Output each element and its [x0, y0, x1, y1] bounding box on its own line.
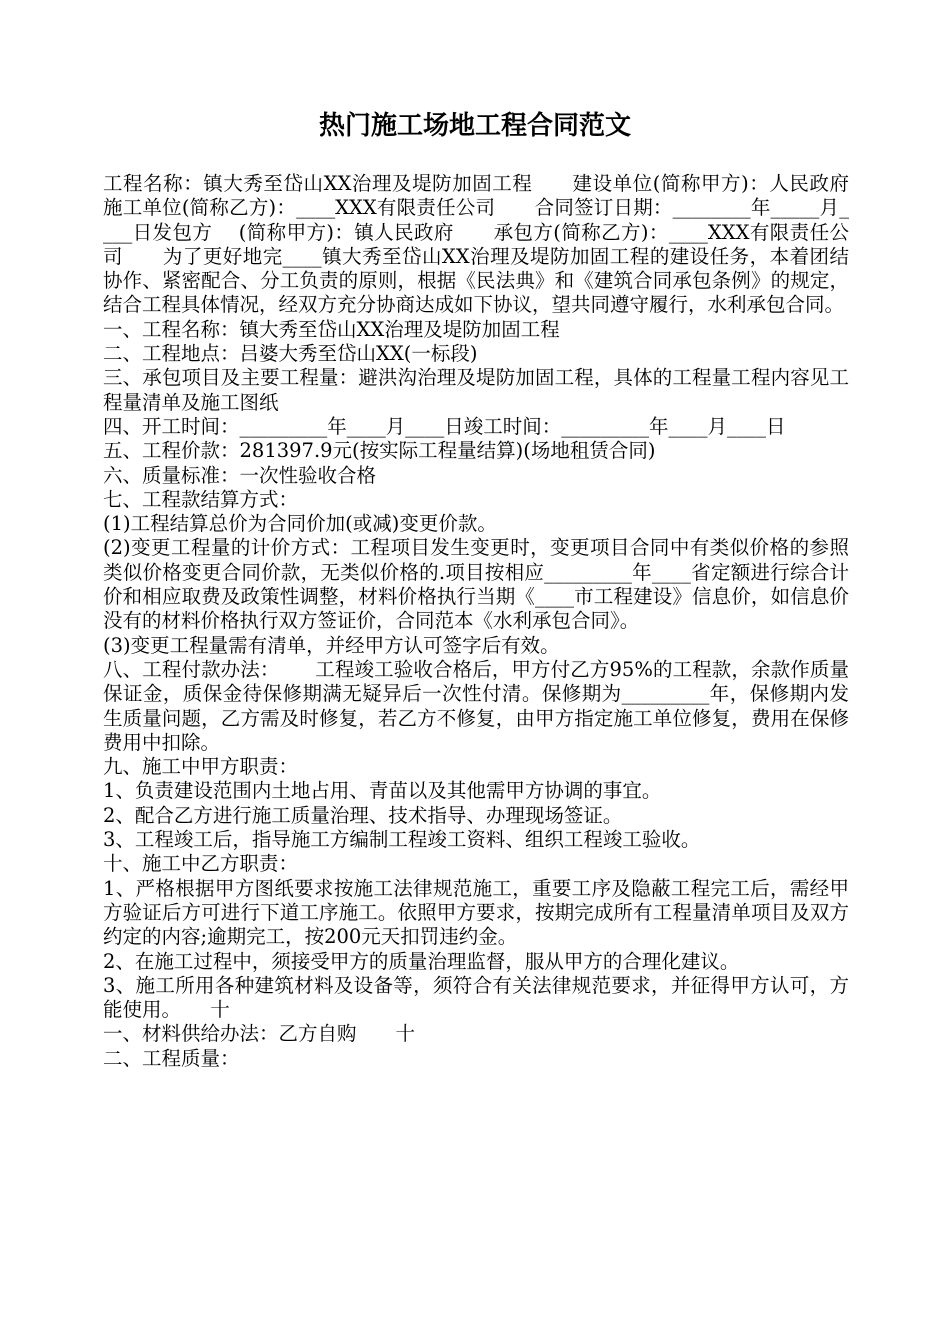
settlement-item-1: (1)工程结算总价为合同价加(或减)变更价款。 [103, 512, 497, 536]
clause-contract-price: 五、工程价款：281397.9元(按实际工程量结算)(场地租赁合同) [103, 439, 656, 463]
party-b-duty-3: 3、施工所用各种建筑材料及设备等，须符合有关法律规范要求，并征得甲方认可，方能使用。 十 [103, 973, 849, 1022]
document-body [103, 172, 889, 1071]
clause-quality-standard: 六、质量标准：一次性验收合格 [103, 463, 377, 487]
document-title: 热门施工场地工程合同范文 [318, 111, 631, 141]
party-b-duty-1: 1、严格根据甲方图纸要求按施工法律规范施工，重要工序及隐蔽工程完工后，需经甲方验证后方可进行下道工序施工。依照甲方要求，按期完成所有工程量清单项目及双方约定的内容;逾期完工，按200元天扣罚违约金。 [103, 876, 849, 949]
party-a-duty-2: 2、配合乙方进行施工质量治理、技术指导、办理现场签证。 [103, 803, 623, 827]
settlement-item-3: (3)变更工程量需有清单，并经甲方认可签字后有效。 [103, 633, 560, 657]
clause-contract-scope: 三、承包项目及主要工程量：避洪沟治理及堤防加固工程，具体的工程量工程内容见工程量清单及施工图纸 [103, 366, 849, 414]
clause-party-a-duties-heading: 九、施工中甲方职责： [103, 755, 299, 779]
party-a-duty-3: 3、工程竣工后，指导施工方编制工程竣工资料、组织工程竣工验收。 [103, 828, 701, 852]
clause-settlement-heading: 七、工程款结算方式： [103, 487, 299, 511]
clause-project-name: 一、工程名称：镇大秀至岱山XX治理及堤防加固工程 [103, 317, 560, 341]
party-a-duty-1: 1、负责建设范围内土地占用、青苗以及其他需甲方协调的事宜。 [103, 779, 662, 803]
clause-party-b-duties-heading: 十、施工中乙方职责： [103, 852, 299, 876]
settlement-item-2: (2)变更工程量的计价方式：工程项目发生变更时，变更项目合同中有类似价格的参照类似价格变更合同价款，无类似价格的.项目按相应_________年____省定额进行综合计价和相应取费及政策性调整，材料价格执行当期《____市工程建设》信息价，如信息价没有的材料价格执行双方签证价，合同范本《水利承包合同》。 [103, 536, 849, 633]
clause-material-supply: 一、材料供给办法：乙方自购 十 [103, 1022, 416, 1046]
clause-payment-method: 八、工程付款办法： 工程竣工验收合格后，甲方付乙方95%的工程款，余款作质量保证金，质保金待保修期满无疑异后一次性付清。保修期为_________年，保修期内发生质量问题，乙方需及时修复，若乙方不修复，由甲方指定施工单位修复，费用在保修费用中扣除。 [103, 657, 849, 754]
clause-project-quality: 二、工程质量： [103, 1046, 240, 1070]
clause-schedule: 四、开工时间：_________年____月____日竣工时间：_________年____月____日 [103, 414, 786, 438]
clause-project-location: 二、工程地点：吕婆大秀至岱山XX(一标段) [103, 342, 478, 366]
party-b-duty-2: 2、在施工过程中，须接受甲方的质量治理监督，服从甲方的合理化建议。 [103, 949, 740, 973]
preamble-paragraph: 工程名称：镇大秀至岱山XX治理及堤防加固工程 建设单位(简称甲方)：人民政府 施工单位(简称乙方)：____XXX有限责任公司 合同签订日期：________年_____月____日发包方 (简称甲方)：镇人民政府 承包方(简称乙方)：____XXX有限责任公司 为了更好地完____镇大秀至岱山XX治理及堤防加固工程的建设任务，本着团结协作、紧密配合、分工负责的原则，根据《民法典》和《建筑合同承包条例》的规定，结合工程具体情况，经双方充分协商达成如下协议，望共同遵守履行，水利承包合同。 [103, 172, 889, 317]
